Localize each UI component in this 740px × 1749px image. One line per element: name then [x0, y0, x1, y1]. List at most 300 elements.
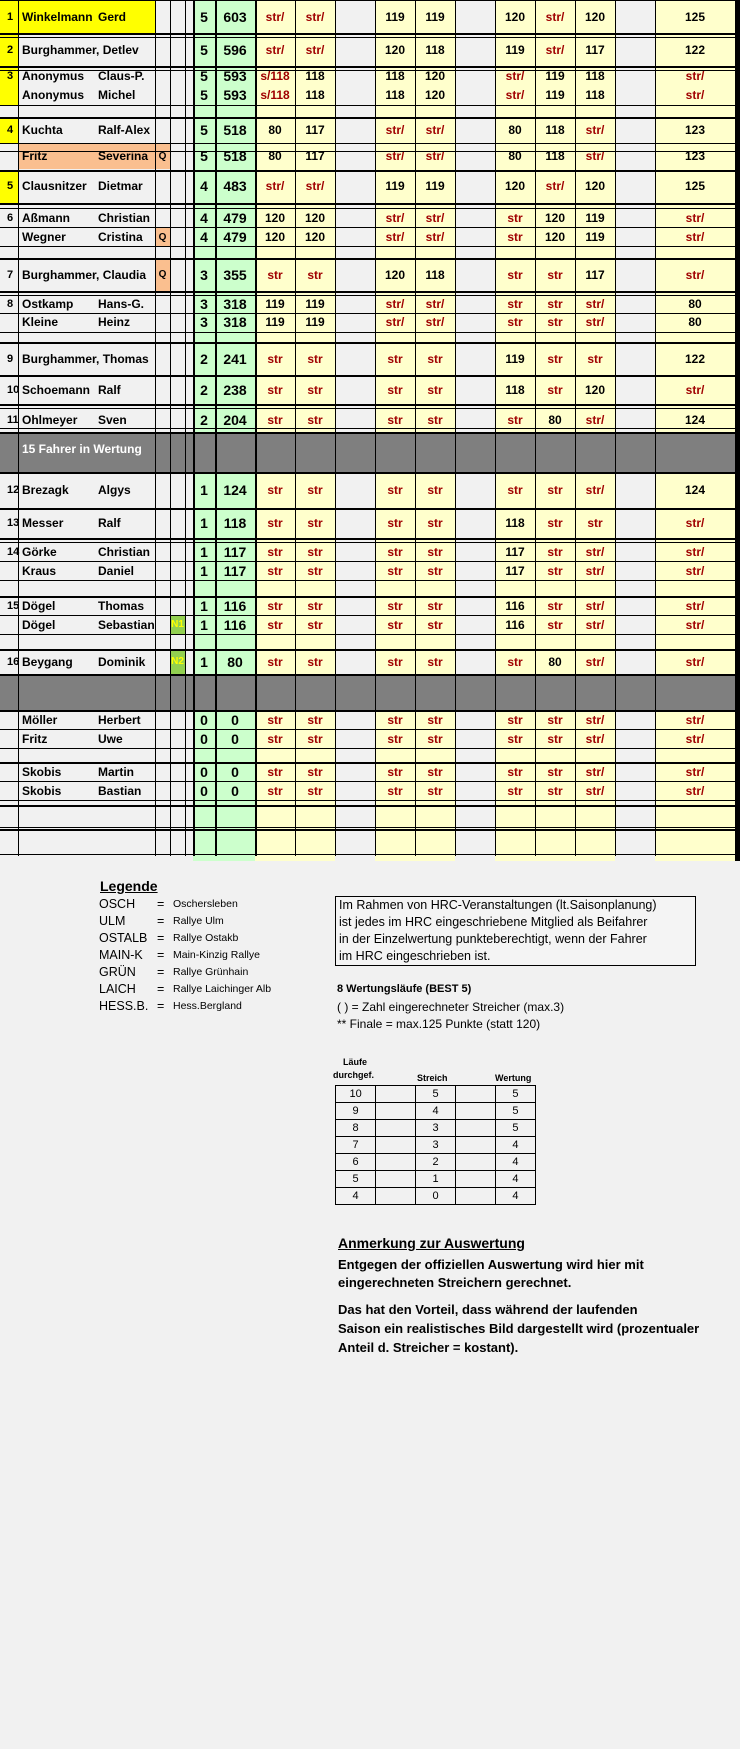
result-cell: str/ [585, 413, 605, 427]
grid-hline [0, 542, 735, 543]
grid-hline [0, 674, 735, 676]
grid-vline [415, 0, 417, 856]
total-points: 116 [223, 616, 247, 633]
table-row [0, 227, 735, 247]
rules-title: 8 Wertungsläufe (BEST 5) [337, 983, 472, 995]
streich-row [336, 1103, 536, 1120]
table-row [0, 781, 735, 800]
streich-cell [376, 1103, 416, 1120]
result-cell: str [427, 617, 443, 632]
table-row [0, 258, 735, 291]
result-cell: str [387, 654, 403, 669]
result-cell: str [427, 654, 443, 669]
grid-hline [0, 580, 735, 581]
result-cell: str/ [585, 617, 605, 632]
standings-table [0, 0, 735, 861]
grid-vline [495, 0, 497, 856]
result-cell: str [547, 783, 563, 798]
total-points: 116 [223, 597, 247, 614]
grid-hline [0, 538, 735, 540]
total-points: 124 [223, 482, 247, 498]
result-cell: str/ [385, 297, 405, 311]
legend-abbr: ULM [99, 914, 126, 928]
driver-firstname: Ralf-Alex [98, 123, 151, 137]
total-points: 80 [227, 653, 243, 670]
driver-lastname: Brezagk [22, 483, 69, 497]
result-cell: 116 [505, 598, 525, 613]
result-cell: str [427, 731, 443, 746]
rank-cell: 15 [7, 599, 20, 612]
result-cell [455, 0, 495, 33]
result-cell: str [507, 483, 523, 497]
result-cell [615, 313, 655, 331]
result-cell: str [547, 563, 563, 578]
result-cell: 122 [684, 42, 706, 57]
result-cell: str [427, 563, 443, 578]
result-cell: 119 [585, 210, 605, 225]
grid-hline [0, 342, 735, 344]
grid-hline [0, 404, 735, 406]
table-row [0, 561, 735, 580]
rank-cell: 12 [7, 484, 20, 496]
races-count: 3 [200, 296, 208, 312]
result-cell: 124 [684, 483, 706, 497]
result-cell: 80 [688, 315, 702, 329]
streich-cell: 8 [336, 1120, 376, 1137]
result-cell: 120 [384, 267, 406, 282]
table-row [0, 143, 735, 169]
note-box [335, 896, 696, 966]
grid-hline [0, 151, 735, 152]
result-cell: str [267, 598, 283, 613]
result-cell [455, 143, 495, 169]
result-cell: str [267, 764, 283, 779]
legend-title: Legende [100, 878, 158, 894]
grid-hline [0, 829, 735, 831]
table-row [0, 508, 735, 538]
driver-firstname: Michel [98, 88, 136, 102]
driver-firstname: Uwe [98, 731, 123, 746]
driver-firstname: Gerd [98, 9, 127, 24]
result-cell: 118 [505, 516, 525, 530]
grid-vline [575, 0, 577, 856]
result-cell: str [267, 383, 283, 397]
driver-lastname: Schoemann [22, 383, 91, 397]
remark-p2c: Anteil d. Streicher = kostant). [338, 1340, 519, 1355]
result-cell: str [267, 712, 283, 727]
result-cell: 117 [305, 149, 325, 163]
grid-vline [215, 0, 218, 856]
driver-lastname: Dögel [22, 617, 56, 632]
result-cell: 123 [684, 123, 706, 137]
streich-cell: 10 [336, 1086, 376, 1103]
result-cell [335, 596, 375, 615]
legend-eq: = [157, 931, 165, 945]
result-cell [455, 313, 495, 331]
result-cell: 80 [508, 123, 522, 137]
legend-name: Rallye Ostakb [173, 932, 239, 944]
total-points: 318 [223, 296, 247, 312]
grid-hline [0, 408, 735, 409]
result-cell: str [387, 483, 403, 497]
legend-name: Rallye Laichinger Alb [173, 983, 272, 995]
grid-vline [185, 0, 187, 856]
streich-cell: 4 [495, 1154, 535, 1171]
grid-hline [0, 375, 735, 377]
driver-lastname: Aßmann [22, 210, 70, 225]
legend-name: Oschersleben [173, 898, 238, 910]
result-cell: str [387, 413, 403, 427]
total-points: 518 [223, 148, 247, 164]
result-cell [335, 143, 375, 169]
rank-cell: 6 [7, 211, 14, 224]
grid-hline [0, 117, 735, 119]
driver-lastname: Anonymus [22, 88, 85, 102]
grid-vline [193, 0, 196, 856]
rank-cell: 16 [7, 655, 20, 668]
streich-cell: 3 [416, 1137, 456, 1154]
result-cell: str/ [265, 9, 285, 24]
result-cell: 120 [264, 210, 286, 225]
rank-cell: 14 [7, 545, 20, 558]
races-count: 5 [200, 41, 208, 58]
result-cell: str [307, 516, 323, 530]
result-cell: str [427, 483, 443, 497]
result-cell: str [307, 764, 323, 779]
driver-lastname: Burghammer, Claudia [22, 267, 147, 282]
table-row [0, 342, 735, 375]
result-cell: str [267, 544, 283, 559]
result-cell: str [427, 383, 443, 397]
driver-lastname: Fritz [22, 149, 48, 163]
result-cell: str [427, 413, 443, 427]
result-cell [455, 762, 495, 781]
result-cell: str [507, 764, 523, 779]
result-cell [615, 542, 655, 561]
result-cell: str [587, 351, 603, 366]
driver-lastname: Beygang [22, 654, 73, 669]
result-cell: 118 [385, 88, 405, 102]
result-cell: str [387, 712, 403, 727]
result-cell: str [547, 297, 563, 311]
result-cell: str/ [385, 315, 405, 329]
result-cell: 119 [265, 315, 285, 329]
result-cell: str/ [425, 315, 445, 329]
result-cell: 117 [305, 123, 325, 137]
remark-p2a: Das hat den Vorteil, dass während der laufenden [338, 1302, 638, 1317]
result-cell: str [267, 617, 283, 632]
result-cell: str [387, 544, 403, 559]
grid-hline [0, 762, 735, 764]
result-cell: str [307, 483, 323, 497]
result-cell: 80 [268, 123, 282, 137]
races-count: 3 [200, 314, 208, 330]
grid-hline [0, 70, 735, 71]
rank-cell: 9 [7, 352, 14, 365]
result-cell [335, 313, 375, 331]
result-cell: str/ [685, 598, 705, 613]
driver-lastname: Kraus [22, 563, 57, 578]
races-count: 1 [200, 543, 208, 560]
result-cell: 120 [424, 68, 446, 83]
races-count: 0 [200, 782, 208, 799]
result-cell: 80 [268, 149, 282, 163]
legend-abbr: HESS.B. [99, 999, 149, 1013]
result-cell: 120 [544, 210, 566, 225]
table-row [0, 729, 735, 748]
driver-firstname: Christian [98, 544, 151, 559]
total-points: 479 [223, 229, 247, 245]
result-cell [455, 596, 495, 615]
result-cell: 120 [304, 230, 326, 244]
result-cell: str [307, 712, 323, 727]
result-cell: 80 [688, 297, 702, 311]
rank-cell: 4 [7, 124, 14, 136]
note-line-3: in der Einzelwertung punkteberechtigt, wenn der Fahrer [339, 932, 647, 946]
grid-vline [615, 0, 617, 856]
result-cell: 80 [548, 654, 562, 669]
result-cell [615, 66, 655, 85]
small-table-header-1b: durchgef. [333, 1070, 375, 1080]
result-cell [615, 295, 655, 313]
remark-p2b: Saison ein realistisches Bild dargestellt wird (prozentualer [338, 1321, 700, 1336]
grid-hline [0, 332, 735, 333]
result-cell: 119 [545, 68, 565, 83]
result-cell: str/ [585, 297, 605, 311]
driver-lastname: Wegner [22, 230, 66, 244]
result-cell [455, 710, 495, 729]
grid-hline [0, 0, 735, 1]
result-cell [335, 85, 375, 105]
result-cell [335, 781, 375, 800]
grid-hline [0, 634, 735, 635]
races-count: 1 [200, 653, 208, 670]
grid-vline [155, 0, 157, 856]
streich-cell [376, 1137, 416, 1154]
result-cell: 125 [684, 179, 706, 193]
result-cell: str/ [305, 9, 325, 24]
legend-abbr: MAIN-K [99, 948, 143, 962]
streich-cell [456, 1171, 496, 1188]
grid-hline [0, 66, 735, 68]
table-row [0, 66, 735, 85]
result-cell: str/ [685, 383, 705, 397]
streich-cell: 5 [336, 1171, 376, 1188]
result-cell [335, 375, 375, 405]
result-cell: str/ [385, 230, 405, 244]
result-cell [455, 342, 495, 375]
streich-cell [376, 1171, 416, 1188]
legend-abbr: GRÜN [99, 965, 136, 979]
result-cell [455, 508, 495, 538]
grid-vline [335, 0, 337, 856]
result-cell: str [387, 598, 403, 613]
total-points: 241 [223, 350, 247, 367]
races-count: 2 [200, 382, 208, 398]
races-count: 5 [200, 148, 208, 164]
total-points: 238 [223, 382, 247, 398]
grid-hline [0, 615, 735, 616]
legend-abbr: OSTALB [99, 931, 148, 945]
driver-firstname: Bastian [98, 783, 142, 798]
result-cell: str [307, 598, 323, 613]
driver-lastname: Fritz [22, 731, 48, 746]
driver-firstname: Claus-P. [98, 68, 145, 83]
grid-hline [0, 432, 735, 434]
driver-lastname: Kleine [22, 315, 59, 329]
races-count: 1 [200, 597, 208, 614]
grid-vline [255, 0, 258, 856]
total-points: 117 [223, 543, 247, 560]
driver-firstname: Ralf [98, 516, 121, 530]
driver-lastname: Skobis [22, 764, 62, 779]
result-cell [455, 66, 495, 85]
streich-cell: 5 [495, 1086, 535, 1103]
result-cell: str [547, 617, 563, 632]
rank-cell: 11 [7, 414, 19, 426]
result-cell [615, 781, 655, 800]
small-table-header-3: Wertung [495, 1073, 532, 1083]
result-cell: str/ [685, 516, 705, 530]
remark-title: Anmerkung zur Auswertung [338, 1235, 525, 1251]
result-cell: str/ [685, 544, 705, 559]
result-cell: str [507, 654, 523, 669]
result-cell: 120 [264, 230, 286, 244]
result-cell: 118 [425, 267, 445, 282]
rules-line-1: ( ) = Zahl eingerechneter Streicher (max.3) [337, 1000, 565, 1014]
result-cell: 119 [425, 9, 445, 24]
result-cell [335, 170, 375, 202]
result-cell: str [387, 516, 403, 530]
races-count: 0 [200, 711, 208, 728]
table-row [0, 117, 735, 143]
total-points: 483 [223, 178, 247, 194]
result-cell: 120 [424, 88, 446, 102]
streich-row [336, 1137, 536, 1154]
result-cell [335, 66, 375, 85]
result-cell: 120 [504, 9, 526, 24]
result-cell: str [267, 351, 283, 366]
result-cell: str/ [585, 563, 605, 578]
streich-cell [376, 1120, 416, 1137]
streich-cell [376, 1086, 416, 1103]
result-cell [615, 258, 655, 291]
total-points: 318 [223, 314, 247, 330]
result-cell: 80 [548, 413, 562, 427]
result-cell: 119 [265, 297, 285, 311]
result-cell: 118 [585, 88, 605, 102]
result-cell [455, 85, 495, 105]
result-cell: str [387, 731, 403, 746]
driver-lastname: Dögel [22, 598, 56, 613]
races-count: 2 [200, 350, 208, 367]
result-cell [455, 729, 495, 748]
total-points: 0 [231, 711, 239, 728]
result-cell: str [387, 764, 403, 779]
result-cell: str/ [585, 654, 605, 669]
grid-hline [0, 291, 735, 293]
races-count: 5 [200, 87, 208, 103]
result-cell: str [547, 764, 563, 779]
result-cell: 119 [305, 297, 325, 311]
remark-p1b: eingerechneten Streichern gerechnet. [338, 1275, 572, 1290]
result-cell: 119 [425, 179, 445, 193]
legend-name: Rallye Ulm [173, 915, 224, 927]
grid-hline [0, 258, 735, 260]
table-row [0, 295, 735, 313]
result-cell: str/ [585, 315, 605, 329]
note-line-1: Im Rahmen von HRC-Veranstaltungen (lt.Saisonplanung) [339, 898, 657, 912]
result-cell: str/ [425, 123, 445, 137]
driver-firstname: Christian [98, 210, 151, 225]
total-points: 117 [223, 562, 247, 579]
table-row [0, 596, 735, 615]
grid-hline [0, 313, 735, 314]
driver-lastname: Anonymus [22, 68, 85, 83]
grid-hline [0, 428, 735, 429]
driver-lastname: Skobis [22, 783, 62, 798]
driver-firstname: Cristina [98, 230, 143, 244]
result-cell: str [547, 383, 563, 397]
driver-lastname: Görke [22, 544, 57, 559]
result-cell: str [547, 483, 563, 497]
legend-eq: = [157, 914, 165, 928]
driver-firstname: Martin [98, 764, 134, 779]
streich-cell: 0 [416, 1188, 456, 1205]
result-cell [615, 649, 655, 674]
result-cell: 118 [505, 383, 525, 397]
result-cell: str/ [585, 764, 605, 779]
result-cell: str/ [505, 68, 525, 83]
streich-cell [456, 1137, 496, 1154]
result-cell: str [507, 783, 523, 798]
result-cell: str [547, 731, 563, 746]
grid-hline [0, 561, 735, 562]
result-cell [335, 117, 375, 143]
grid-hline [0, 649, 735, 651]
result-cell: str/ [425, 297, 445, 311]
races-count: 4 [200, 178, 208, 194]
driver-firstname: Daniel [98, 563, 135, 578]
streich-cell: 5 [416, 1086, 456, 1103]
total-points: 0 [231, 782, 239, 799]
result-cell: str/ [685, 210, 705, 225]
note-line-2: ist jedes im HRC eingeschriebene Mitglied als Beifahrer [339, 915, 648, 929]
driver-firstname: Heinz [98, 315, 131, 329]
result-cell: str/ [685, 654, 705, 669]
result-cell: str [267, 654, 283, 669]
result-cell: str/ [585, 149, 605, 163]
result-cell: str [307, 413, 323, 427]
streich-row [336, 1171, 536, 1188]
streich-row [336, 1154, 536, 1171]
streich-cell: 4 [336, 1188, 376, 1205]
result-cell: str [427, 712, 443, 727]
result-cell: str [267, 516, 283, 530]
driver-lastname: Kuchta [22, 123, 63, 137]
result-cell: 119 [385, 179, 405, 193]
result-cell: 118 [305, 68, 325, 83]
races-count: 1 [200, 616, 208, 633]
result-cell: str [547, 516, 563, 530]
result-cell: 118 [305, 88, 325, 102]
streich-cell: 4 [495, 1171, 535, 1188]
grid-hline [0, 208, 735, 209]
result-cell: 124 [684, 413, 706, 427]
right-border [735, 0, 740, 861]
grid-hline [0, 800, 735, 801]
result-cell: 80 [508, 149, 522, 163]
